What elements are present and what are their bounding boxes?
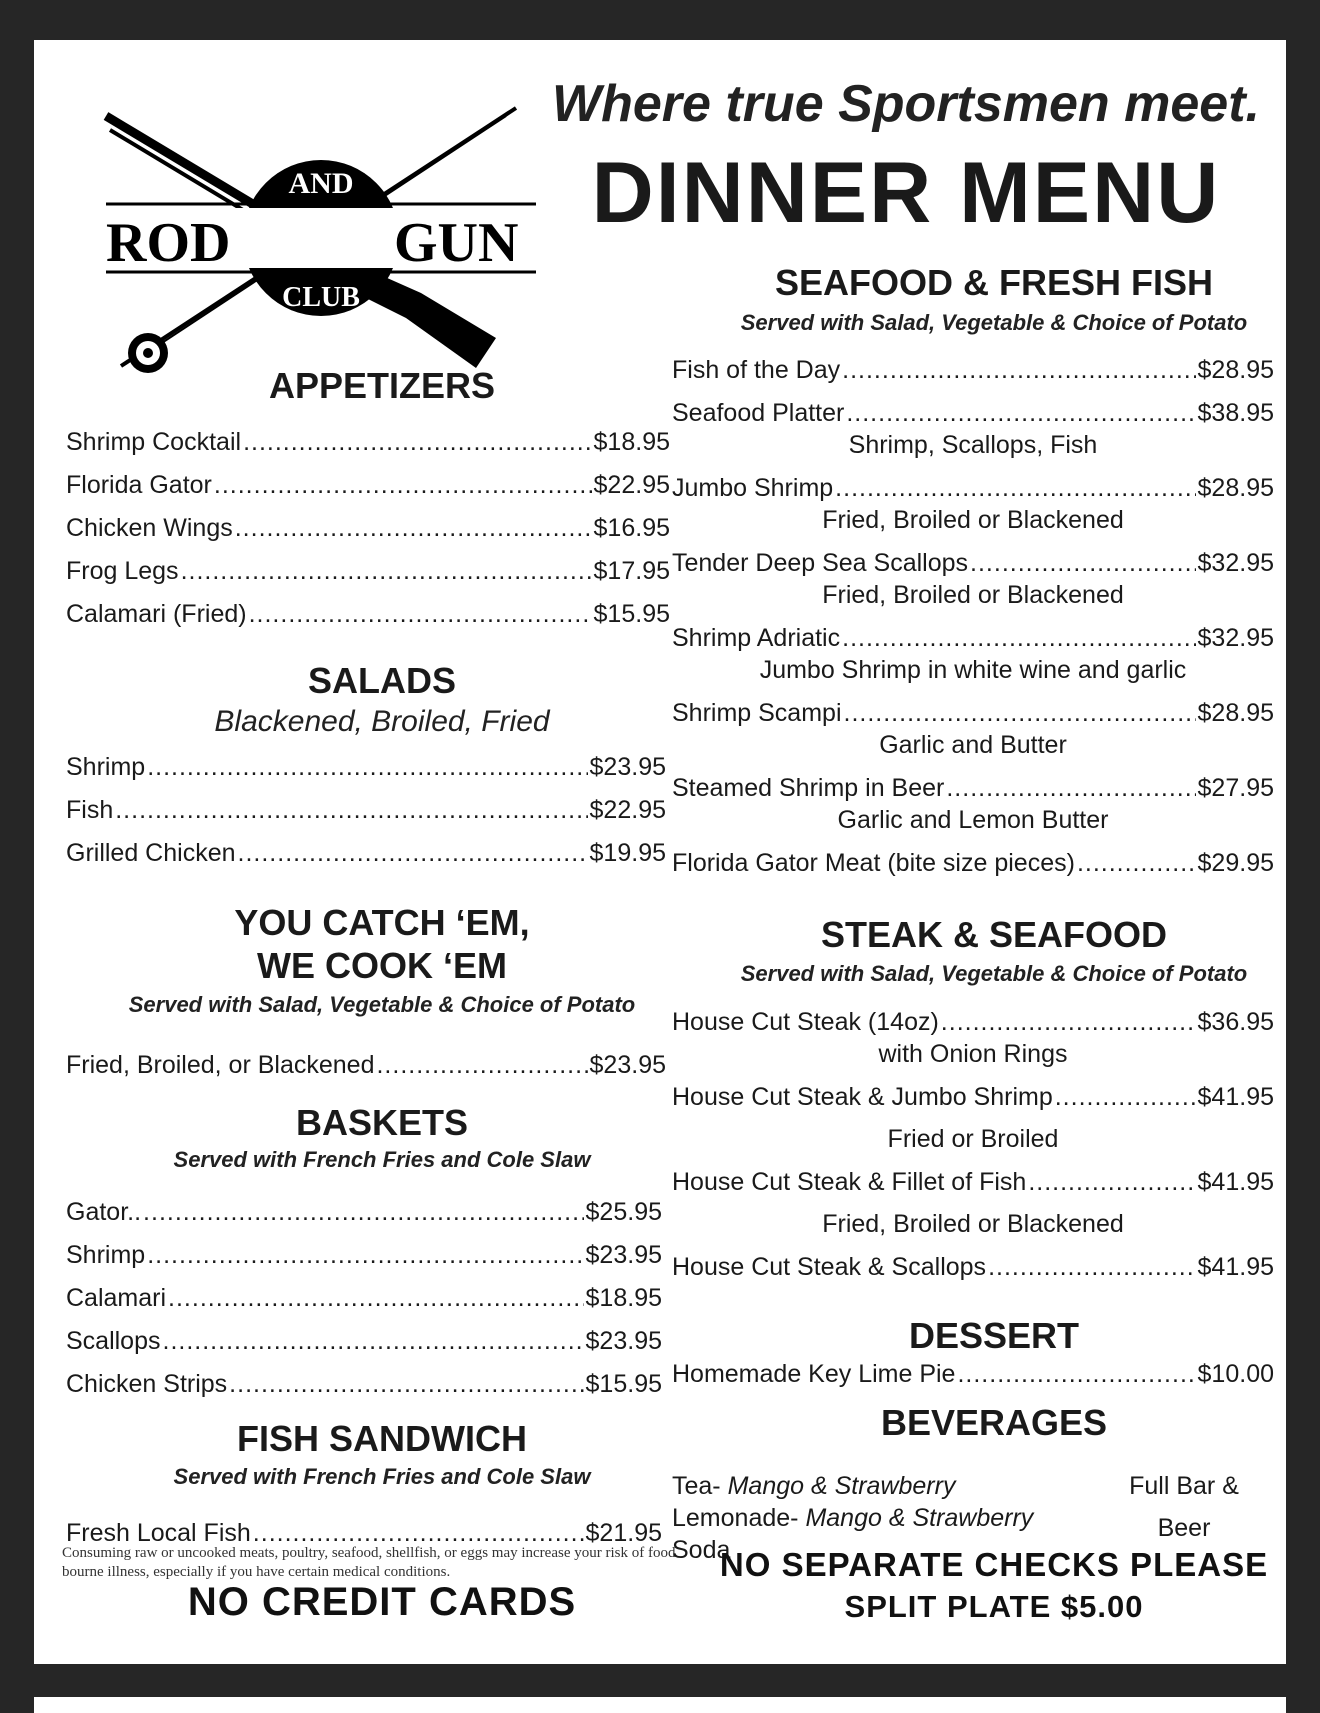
beverage-lemonade-label: Lemonade- — [672, 1504, 799, 1532]
menu-item-price: $28.95 — [1197, 356, 1274, 384]
catch-heading-line2: WE COOK ‘EM — [257, 945, 507, 986]
baskets-heading: BASKETS — [295, 1102, 469, 1143]
no-separate-checks-notice: NO SEPARATE CHECKS PLEASE — [719, 1546, 1269, 1583]
dot-leader — [143, 1198, 583, 1227]
menu-item-row — [66, 1051, 666, 1085]
menu-item-row — [66, 428, 670, 462]
dot-leader — [229, 1370, 583, 1399]
menu-item-row — [672, 1008, 1274, 1042]
menu-item-price: $18.95 — [593, 428, 670, 456]
menu-item-row — [66, 753, 666, 787]
food-safety-disclaimer: Consuming raw or uncooked meats, poultry, seafood, shellfish, or eggs may increase your risk of food bourne illness, especially if you have certain medical conditions. — [62, 1545, 676, 1580]
logo-word-rod: ROD — [106, 212, 231, 274]
menu-item-name: Seafood Platter — [672, 399, 845, 427]
logo-word-club: CLUB — [282, 282, 360, 313]
menu-item-note: Garlic and Lemon Butter — [837, 806, 1109, 834]
seafood-heading: SEAFOOD & FRESH FISH — [774, 262, 1214, 303]
menu-item-row — [672, 624, 1274, 658]
dot-leader — [988, 1253, 1195, 1282]
dot-leader — [946, 774, 1195, 803]
menu-item-name: House Cut Steak & Scallops — [672, 1253, 987, 1281]
tagline: Where true Sportsmen meet. — [552, 75, 1260, 133]
dot-leader — [214, 471, 592, 500]
menu-item-name: Florida Gator — [66, 471, 212, 499]
menu-item-name: Scallops — [66, 1327, 161, 1355]
menu-item-note: with Onion Rings — [878, 1040, 1068, 1068]
menu-item-row — [672, 1083, 1274, 1117]
menu-item-name: Steamed Shrimp in Beer — [672, 774, 945, 802]
menu-item-name: Fresh Local Fish — [66, 1519, 251, 1547]
menu-item-note: Fried, Broiled or Blackened — [822, 581, 1124, 609]
menu-item-note: Fried or Broiled — [887, 1125, 1059, 1153]
menu-item-row — [66, 796, 666, 830]
menu-item-price: $41.95 — [1197, 1083, 1274, 1111]
menu-item-price: $27.95 — [1197, 774, 1274, 802]
menu-item-name: Shrimp — [66, 753, 146, 781]
menu-item-row — [66, 1241, 662, 1275]
no-credit-cards-notice: NO CREDIT CARDS — [187, 1580, 577, 1624]
menu-item-name: Homemade Key Lime Pie — [672, 1360, 956, 1388]
salads-subtitle: Blackened, Broiled, Fried — [214, 705, 550, 738]
menu-item-price: $23.95 — [589, 753, 666, 781]
appetizers-heading: APPETIZERS — [268, 365, 496, 406]
beverage-soda: Soda — [672, 1536, 731, 1564]
dot-leader — [842, 624, 1195, 653]
menu-item-row — [672, 699, 1274, 733]
dot-leader — [1077, 849, 1196, 878]
menu-item-price: $16.95 — [593, 514, 670, 542]
seafood-subtitle: Served with Salad, Vegetable & Choice of Potato — [740, 310, 1248, 335]
beverage-tea — [672, 1472, 955, 1501]
salads-heading: SALADS — [307, 660, 456, 701]
beverage-bar-line1: Full Bar & — [1129, 1472, 1239, 1500]
menu-item-row — [672, 474, 1274, 508]
page-title: DINNER MENU — [591, 145, 1221, 241]
menu-item-price: $38.95 — [1197, 399, 1274, 427]
menu-item-note: Shrimp, Scallops, Fish — [848, 431, 1098, 459]
menu-item-price: $41.95 — [1197, 1168, 1274, 1196]
menu-item-row — [66, 839, 666, 873]
beverages-heading: BEVERAGES — [880, 1402, 1108, 1443]
menu-item-name: Calamari (Fried) — [66, 600, 247, 628]
fish-sandwich-heading: FISH SANDWICH — [237, 1418, 527, 1459]
dot-leader — [235, 514, 592, 543]
menu-item-row — [66, 1370, 662, 1404]
menu-item-name: Chicken Wings — [66, 514, 233, 542]
steak-heading: STEAK & SEAFOOD — [820, 914, 1168, 955]
menu-item-name: Shrimp Scampi — [672, 699, 842, 727]
menu-item-price: $10.00 — [1197, 1360, 1274, 1388]
menu-item-name: Shrimp Cocktail — [66, 428, 242, 456]
menu-item-row — [672, 1168, 1274, 1202]
baskets-subtitle: Served with French Fries and Cole Slaw — [173, 1147, 591, 1172]
menu-item-name: House Cut Steak & Jumbo Shrimp — [672, 1083, 1053, 1111]
menu-item-name: Tender Deep Sea Scallops — [672, 549, 969, 577]
menu-item-price: $28.95 — [1197, 474, 1274, 502]
dot-leader — [168, 1284, 584, 1313]
menu-item-row — [672, 774, 1274, 808]
beverage-tea-label: Tea- — [672, 1472, 721, 1500]
dot-leader — [147, 1241, 583, 1270]
menu-item-row — [672, 549, 1274, 583]
dot-leader — [957, 1360, 1195, 1389]
beverage-lemonade — [672, 1504, 1033, 1533]
dot-leader — [163, 1327, 584, 1356]
menu-item-price: $29.95 — [1197, 849, 1274, 877]
menu-item-note: Fried, Broiled or Blackened — [822, 1210, 1124, 1238]
dot-leader — [846, 399, 1195, 428]
menu-item-row — [66, 1284, 662, 1318]
menu-item-name: House Cut Steak (14oz) — [672, 1008, 939, 1036]
menu-item-name: Fish — [66, 796, 114, 824]
dot-leader — [243, 428, 591, 457]
catch-heading-line1: YOU CATCH ‘EM, — [234, 902, 530, 943]
menu-item-name: Jumbo Shrimp — [672, 474, 834, 502]
menu-item-price: $23.95 — [585, 1241, 662, 1269]
menu-item-price: $23.95 — [585, 1327, 662, 1355]
beverage-tea-flavors: Mango & Strawberry — [727, 1472, 956, 1500]
menu-item-name: Calamari — [66, 1284, 167, 1312]
dot-leader — [941, 1008, 1196, 1037]
menu-item-price: $25.95 — [585, 1198, 662, 1226]
menu-item-name: Grilled Chicken — [66, 839, 236, 867]
menu-item-price: $22.95 — [593, 471, 670, 499]
menu-item-row — [66, 1198, 662, 1232]
menu-item-price: $18.95 — [585, 1284, 662, 1312]
menu-item-name: Frog Legs — [66, 557, 179, 585]
menu-page — [34, 40, 1286, 1664]
menu-item-price: $22.95 — [589, 796, 666, 824]
dot-leader — [844, 699, 1196, 728]
dot-leader — [115, 796, 587, 825]
menu-item-name: Gator.. — [66, 1198, 142, 1226]
menu-item-price: $19.95 — [589, 839, 666, 867]
dot-leader — [970, 549, 1196, 578]
menu-item-row — [672, 356, 1274, 390]
menu-item-price: $36.95 — [1197, 1008, 1274, 1036]
logo-word-gun: GUN — [394, 212, 519, 274]
dot-leader — [181, 557, 592, 586]
menu-item-row — [66, 471, 670, 505]
beverage-lemonade-flavors: Mango & Strawberry — [805, 1504, 1034, 1532]
menu-item-row — [66, 514, 670, 548]
dot-leader — [238, 839, 588, 868]
menu-item-price: $15.95 — [585, 1370, 662, 1398]
steak-subtitle: Served with Salad, Vegetable & Choice of Potato — [740, 961, 1248, 986]
menu-item-price: $41.95 — [1197, 1253, 1274, 1281]
fish-sandwich-subtitle: Served with French Fries and Cole Slaw — [173, 1464, 591, 1489]
dot-leader — [1028, 1168, 1195, 1197]
menu-item-price: $32.95 — [1197, 549, 1274, 577]
dot-leader — [249, 600, 592, 629]
menu-item-row — [672, 849, 1274, 883]
menu-item-price: $15.95 — [593, 600, 670, 628]
menu-item-row — [672, 399, 1274, 433]
next-page-edge — [34, 1697, 1286, 1713]
rod-and-gun-club-logo — [76, 68, 536, 378]
menu-item-note: Garlic and Butter — [879, 731, 1067, 759]
menu-item-name: Shrimp Adriatic — [672, 624, 841, 652]
menu-item-price: $32.95 — [1197, 624, 1274, 652]
menu-item-name: Shrimp — [66, 1241, 146, 1269]
dot-leader — [1055, 1083, 1196, 1112]
split-plate-notice: SPLIT PLATE $5.00 — [844, 1589, 1144, 1624]
dot-leader — [842, 356, 1195, 385]
beverage-bar-line2: Beer — [1157, 1514, 1211, 1542]
menu-item-row — [66, 600, 670, 634]
menu-item-price: $23.95 — [589, 1051, 666, 1079]
menu-item-row — [66, 557, 670, 591]
menu-item-price: $17.95 — [593, 557, 670, 585]
dot-leader — [835, 474, 1195, 503]
menu-item-note: Fried, Broiled or Blackened — [822, 506, 1124, 534]
menu-item-note: Jumbo Shrimp in white wine and garlic — [759, 656, 1187, 684]
menu-item-name: House Cut Steak & Fillet of Fish — [672, 1168, 1027, 1196]
logo-word-and: AND — [288, 167, 354, 200]
menu-item-row — [66, 1327, 662, 1361]
menu-item-name: Fried, Broiled, or Blackened — [66, 1051, 375, 1079]
menu-item-price: $21.95 — [585, 1519, 662, 1547]
menu-item-name: Fish of the Day — [672, 356, 841, 384]
menu-item-price: $28.95 — [1197, 699, 1274, 727]
dot-leader — [376, 1051, 587, 1080]
menu-item-name: Chicken Strips — [66, 1370, 228, 1398]
menu-item-name: Florida Gator Meat (bite size pieces) — [672, 849, 1075, 877]
dot-leader — [147, 753, 587, 782]
catch-subtitle: Served with Salad, Vegetable & Choice of Potato — [128, 992, 636, 1017]
menu-item-row — [672, 1360, 1274, 1394]
menu-item-row — [672, 1253, 1274, 1287]
dessert-heading: DESSERT — [908, 1315, 1080, 1356]
